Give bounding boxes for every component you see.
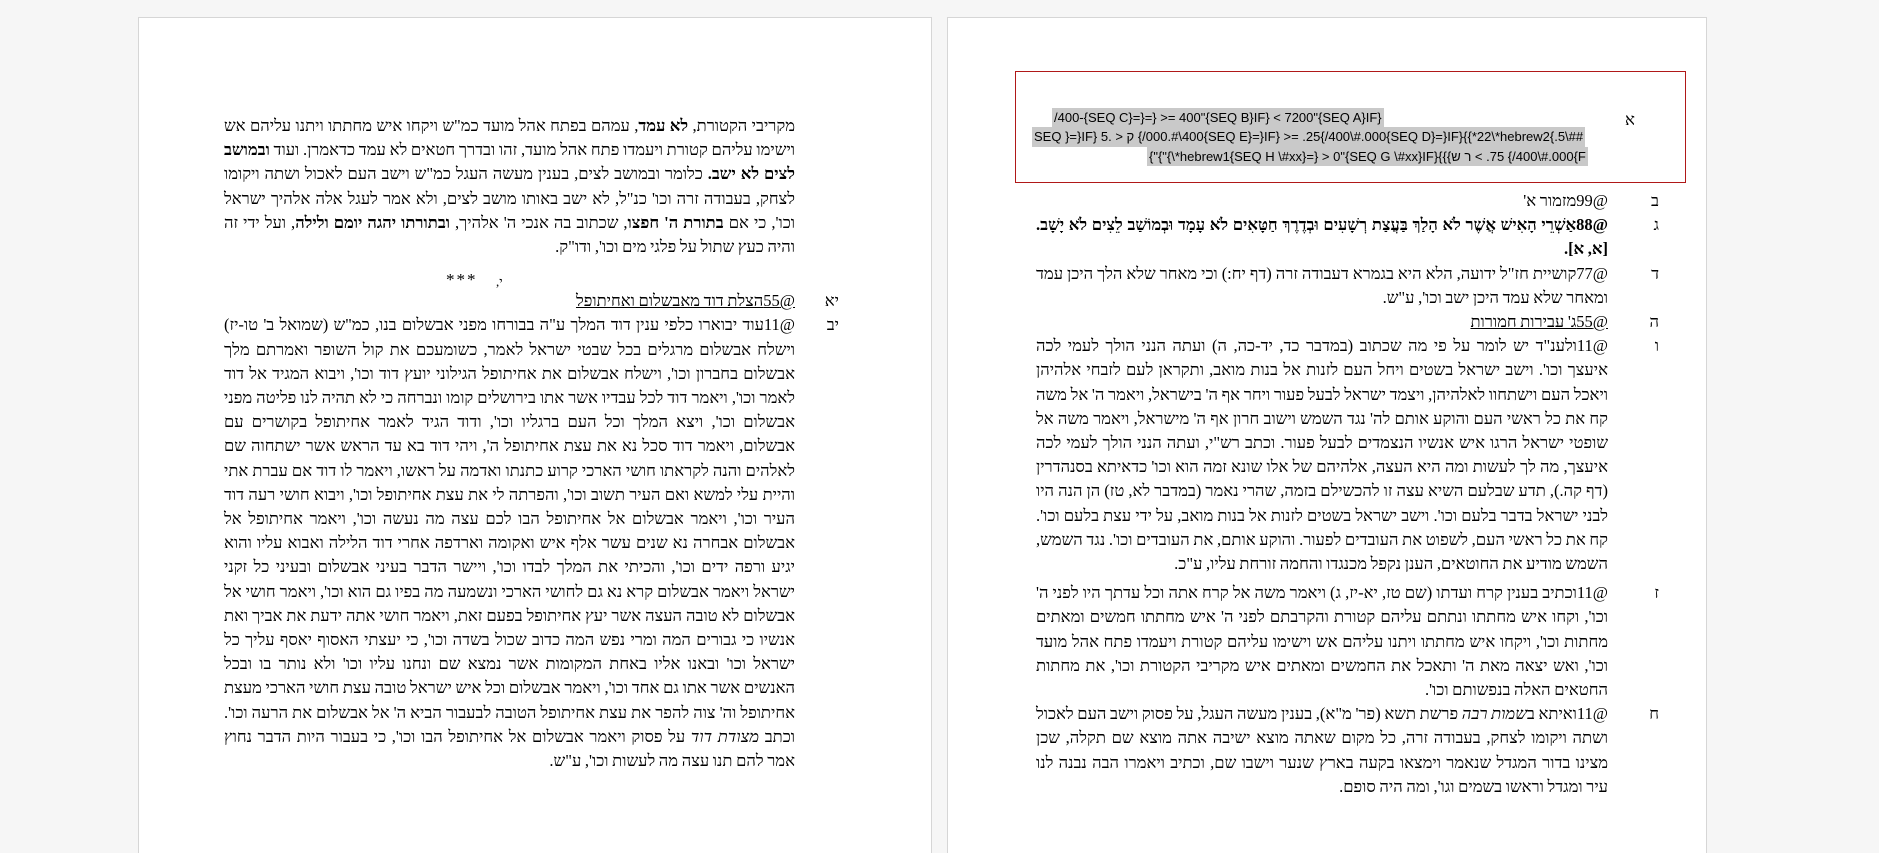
- paragraph-marker: ב: [1651, 191, 1659, 210]
- section-divider-mark: י,: [496, 274, 503, 290]
- text-segment: ובתורתו יהגה יומם ולילה: [295, 212, 450, 232]
- page-left[interactable]: [138, 17, 932, 853]
- text-segment: לא עמד: [638, 116, 689, 135]
- text-segment: מצודת דוד: [690, 726, 760, 746]
- page-right[interactable]: [947, 17, 1707, 853]
- section-divider-stars: ***: [446, 270, 478, 290]
- text-segment: על פסוק ויאמר אבשלום אל אחיתופל הבו וכו', כי בעבור היות הדבר נחוץ אמר להם תנו עצה מה לעשות וכו', ע"ש.: [224, 726, 795, 771]
- field-code-line-2[interactable]: SEQ }=}IF} ק < .5 {/400\#.000{SEQ E}=}IF} >= .25{/400\#.000{SEQ D}=}IF}{{*22\*hebrew2{.5\##: [1032, 127, 1585, 146]
- text-segment: @77קושיית חז"ל ידועה, הלא היא בגמרא דעבודה זרה (דף יח:) וכי מאחר שלא הלך היכן עמד ומאחר שלא עמד היכן ישב וכו', ע"ש.: [1036, 263, 1608, 307]
- paragraph-marker: יא: [824, 291, 839, 311]
- field-code-box[interactable]: [1015, 71, 1686, 183]
- field-code-line-1[interactable]: /400-{SEQ C}=}=} >= 400"{SEQ B}IF} < 7200"{SEQ A}IF}: [1052, 108, 1384, 127]
- text-segment: @11ואיתא ב: [1526, 704, 1608, 724]
- paragraph-marker: ד: [1651, 263, 1659, 283]
- paragraph[interactable]: [224, 114, 795, 259]
- field-code-line-3[interactable]: {"{"{\*hebrew1{SEQ H \#xx}=} > 0"{SEQ G \#xx}IF}{{{ש‎ ר‎ < .75 {/400\#.000{F: [1147, 147, 1588, 166]
- paragraph-marker: ג: [1653, 215, 1659, 235]
- paragraph[interactable]: [1036, 581, 1659, 702]
- paragraph[interactable]: [1036, 213, 1659, 261]
- paragraph-marker: ו: [1654, 336, 1659, 356]
- text-segment: @11וכתיב בענין קרח ועדתו (שם טז, יא-יז, ג) ויאמר משה אל קרח אתה וכל עדתך היו לפני ה' וכו', וקחו איש מחתתו ונתתם עליהם קטורת והקרבתם לפני ה' איש מחתתו חמשים ומאתים מחתות וכו', ויקחו איש מחתתו ויתנו עליהם אש וישימו עליהם קטורת ויעמדו פתח אהל מועד וכו', ואש יצאה מאת ה' ותאכל את החמשים ומאתים איש מקריבי הקטורת וכו', את מחתות החטאים האלה בנפשותם וכו'.: [1036, 583, 1608, 700]
- paragraph-marker: ח: [1649, 704, 1659, 724]
- paragraph[interactable]: [1036, 334, 1659, 576]
- paragraph[interactable]: [1036, 262, 1659, 310]
- paragraph-marker: ז: [1654, 583, 1659, 603]
- text-segment: @11ולענ"ד יש לומר על פי מה שכתוב (במדבר כד, יד-כה, ה) ועתה הנני הולך לעמי לכה איעצך וכו'. וישב ישראל בשטים ויחל העם לזנות אל בנות מואב, ותקראן לעם לזבחי אלהיהן ויאכל העם וישתחוו לאלהיהן, ויצמד ישראל לבעל פעור ויחר אף ה' בישראל, ויאמר ה' אל משה קח את כל ראשי העם והוקע אותם לה' נגד השמש וישוב חרון אף ה' מישראל, ויאמר משה אל שופטי ישראל הרגו איש אנשיו הנצמדים לבעל פעור. וכתב רש"י, ועתה הנני הולך לעמי לכה איעצך, מה לך לעשות ומה היא העצה, אלהיהם של אלו שונא זמה הוא וכו' כדאיתא בסנהדרין (דף קה.), תדע שבלעם השיא עצה זו להכשילם בזמה, שהרי נאמר (במדבר לא, טז) הן הנה היו לבני ישראל בדבר בלעם וכו'. וישב ישראל בשטים לזנות אל בנות מואב, על ידי עצת בלעם וכו'. קח את כל ראשי העם, לשפוט את העובדים לפעור. והוקע אותם, את העובדים וכו'. נגד השמש, השמש מודיע את החוטאים, הענן נקפל מכנגדו והחמה זורחת עליו, ע"כ.: [1036, 336, 1608, 574]
- paragraph[interactable]: [1036, 310, 1659, 334]
- paragraph-marker: ה: [1649, 312, 1659, 332]
- text-segment: מקריבי הקטורת,: [688, 116, 795, 135]
- page-right-text-column[interactable]: [1036, 189, 1659, 799]
- text-segment: @99מזמור א': [1523, 191, 1608, 210]
- paragraph-marker: יב: [826, 315, 839, 335]
- page-left-text-column[interactable]: [224, 114, 839, 773]
- text-segment: @55ג' עבירות חמורות: [1470, 312, 1608, 332]
- text-segment: , שכתוב בה אנכי ה' אלהיך,: [450, 212, 628, 232]
- text-segment: בתורת ה' חפצו: [627, 212, 724, 232]
- paragraph[interactable]: [224, 289, 839, 313]
- paragraph[interactable]: [1036, 189, 1659, 213]
- paragraph-marker: א: [1625, 110, 1635, 129]
- section-divider: [224, 267, 795, 289]
- text-segment: @88אַשְׁרֵי הָאִישׁ אֲשֶׁר לֹא הָלַךְ בַּעֲצַת רְשָׁעִים וּבְדֶרֶךְ חַטָּאִים לֹא עָמָד וּבְמוֹשַׁב לֵצִים לֹא יָשָׁב. [א, א].: [1036, 215, 1608, 259]
- text-segment: , עמהם בפתח אהל מועד כמ"ש ויקחו איש מחתתו ויתנו עליהם אש וישימו עליהם קטורת ויעמדו פתח אהל מועד, זהו ובדרך חטאים לא עמד כדאמרן. ועוד: [224, 116, 795, 160]
- text-segment: , ועל ידי זה והיה כעץ שתול על פלגי מים וכו', ודו"ק.: [224, 212, 795, 257]
- text-segment: @55הצלת דוד מאבשלום ואחיתופל: [575, 291, 795, 311]
- text-segment: ובמושב לצים לא ישב.: [224, 140, 795, 184]
- text-segment: כלומר ובמושב לצים, בענין מעשה העגל כמ"ש וישב העם לאכול ושתה ויקומו לצחק, בעבודה זרה וכו' כנ"ל, לא ישב באותו מושב לצים, ולא אמר לעגל אלה אלהיך ישראל וכו', כי אם: [224, 164, 795, 232]
- paragraph[interactable]: [1036, 702, 1659, 799]
- text-segment: פרשת תשא (פר' מ"א), בענין מעשה העגל, על פסוק וישב העם לאכול ושתה ויקומו לצחק, בעבודה זרה, כל מקום שאתה מוצא ישיבה אתה מוצא שם תקלה, שכן מצינו בדור המגדל שנאמר וימצאו בקעה בארץ שנער וישבו שם, וכתיב ויאמרו הבה נבנה לנו עיר ומגדל וראשו בשמים וגו', ומה היה סופם.: [1036, 704, 1608, 796]
- text-segment: שמות רבה: [1461, 704, 1527, 724]
- paragraph[interactable]: [224, 313, 839, 773]
- text-segment: @11עוד יבוארו כלפי ענין דוד המלך ע"ה בבורחו מפני אבשלום בנו, כמ"ש (שמואל ב' טו-יז) וישלח אבשלום מרגלים בכל שבטי ישראל לאמר, כשומעכם את קול השופר ואמרתם מלך אבשלום בחברון וכו', וישלח אבשלום את אחיתופל הגילוני יועץ דוד וכו', ויבוא המגיד אל דוד לאמר וכו', ויאמר דוד לכל עבדיו אשר אתו בירושלים קומו ונברחה כי לא תהיה לנו פליטה מפני אבשלום וכו', ויצא המלך וכל העם ברגליו וכו', ודוד הגיד לאמר אחיתופל בקושרים עם אבשלום, ויאמר דוד סכל נא את עצת אחיתופל ה', ויהי דוד בא עד הראש אשר ישתחוה שם לאלהים והנה לקראתו חושי הארכי קרוע כתנתו ואדמה על ראשו, ויאמר לו דוד אם עברת אתי והיית עלי למשא ואם העיר תשוב וכו', והפרתה לי את עצת אחיתופל וכו', ויבוא חושי רעה דוד העיר וכו', ויאמר אבשלום אל אחיתופל הבו לכם עצה מה נעשה וכו', ויאמר אחיתופל אל אבשלום אבחרה נא שנים עשר אלף איש ואקומה וארדפה אחרי דוד הלילה ואבוא עליו והוא יגיע ורפה ידים וכו', והכיתי את המלך לבדו וכו', ויישר הדבר בעיני אבשלום ובעיני כל זקני ישראל ויאמר אבשלום קרא נא גם לחושי הארכי ונשמעה מה בפיו גם הוא וכו', ויאמר חושי אל אבשלום לא טובה העצה אשר יעץ אחיתופל בפעם זאת, ויאמר חושי אתה ידעת את אביך ואת אנשיו כי גבורים המה ומרי נפש המה כדוב שכול בשדה וכו', כי יעצתי האסוף יאסף עליך כל ישראל וכו' ובאנו אליו באחת המקומות אשר נמצא שם ונחנו עליו וכו' ולא נותר בו ובכל האנשים אשר אתו גם אחד וכו', ויאמר אבשלום וכל איש ישראל טובה עצת חושי הארכי מעצת אחיתופל וה' צוה להפר את עצת אחיתופל הטובה לבעבור הביא ה' אל אבשלום את הרעה וכו'. וכתב: [224, 315, 795, 746]
